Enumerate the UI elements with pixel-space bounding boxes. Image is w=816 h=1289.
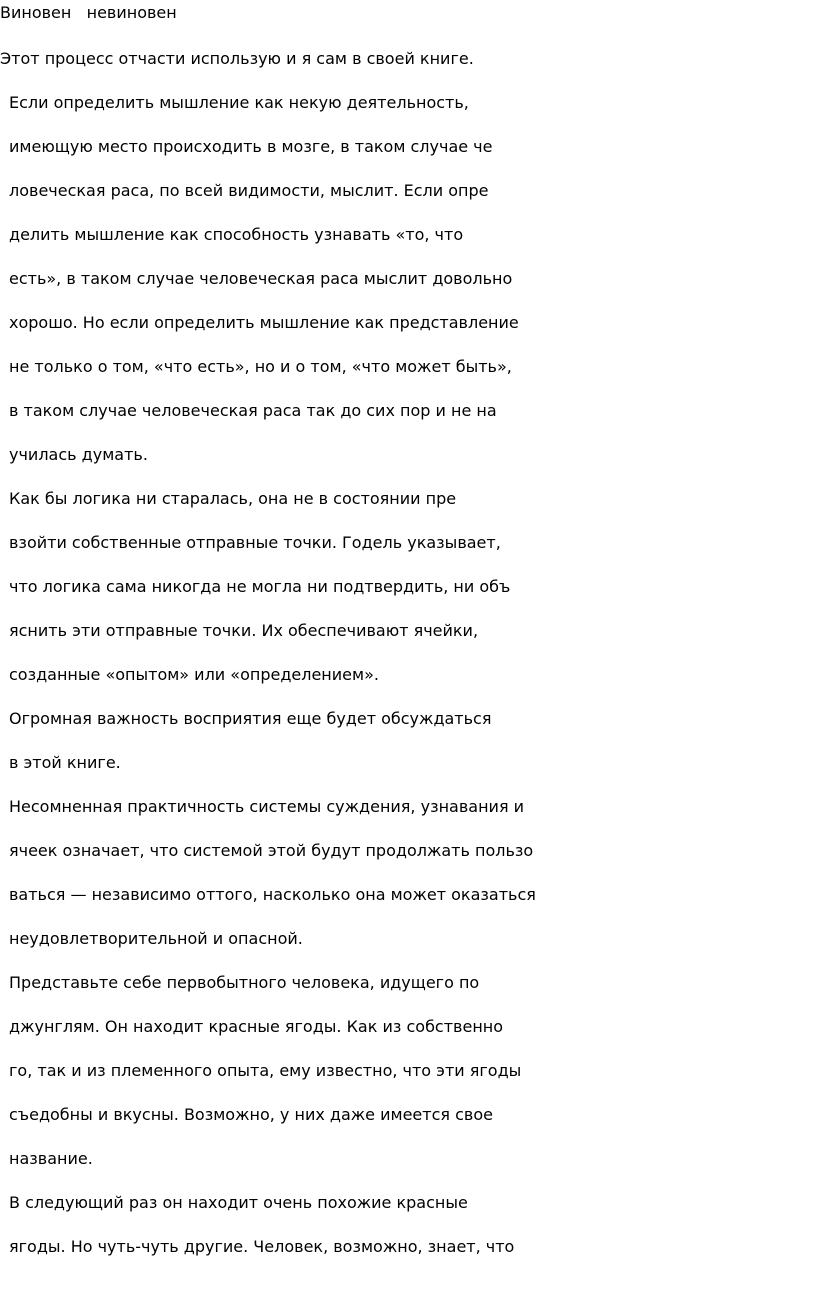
text-line: ловеческая раса, по всей видимости, мыслит. Если опре [9,181,489,200]
text-line: Если определить мышление как некую деятельность, [9,93,469,112]
text-line: Огромная важность восприятия еще будет обсуждаться [9,709,492,728]
text-line: неудовлетворительной и опасной. [9,929,303,948]
text-line: в этой книге. [9,753,121,772]
text-line: го, так и из племенного опыта, ему известно, что эти ягоды [9,1061,522,1080]
text-line: Представьте себе первобытного человека, идущего по [9,973,480,992]
text-line: название. [9,1149,93,1168]
text-line: созданные «опытом» или «определением». [9,665,379,684]
text-line: что логика сама никогда не могла ни подтвердить, ни объ [9,577,511,596]
text-line: взойти собственные отправные точки. Годель указывает, [9,533,501,552]
text-line: ячеек означает, что системой этой будут продолжать пользо [9,841,534,860]
text-line: Этот процесс отчасти использую и я сам в своей книге. [0,49,474,68]
text-line: не только о том, «что есть», но и о том, «что может быть», [9,357,512,376]
text-line: ваться — независимо оттого, насколько она может оказаться [9,885,536,904]
text-line: имеющую место происходить в мозге, в таком случае че [9,137,493,156]
text-line: в таком случае человеческая раса так до сих пор и не на [9,401,497,420]
text-line: яснить эти отправные точки. Их обеспечивают ячейки, [9,621,479,640]
text-line: джунглям. Он находит красные ягоды. Как из собственно [9,1017,504,1036]
text-line: съедобны и вкусны. Возможно, у них даже имеется свое [9,1105,493,1124]
document-title: Виновен невиновен [0,3,177,22]
text-line: Как бы логика ни старалась, она не в состоянии пре [9,489,457,508]
text-line: хорошо. Но если определить мышление как представление [9,313,519,332]
text-line: делить мышление как способность узнавать «то, что [9,225,464,244]
text-line: В следующий раз он находит очень похожие красные [9,1193,468,1212]
text-line: ягоды. Но чуть-чуть другие. Человек, возможно, знает, что [9,1237,515,1256]
text-line: есть», в таком случае человеческая раса мыслит довольно [9,269,513,288]
text-line: училась думать. [9,445,148,464]
text-line: Несомненная практичность системы суждения, узнавания и [9,797,525,816]
